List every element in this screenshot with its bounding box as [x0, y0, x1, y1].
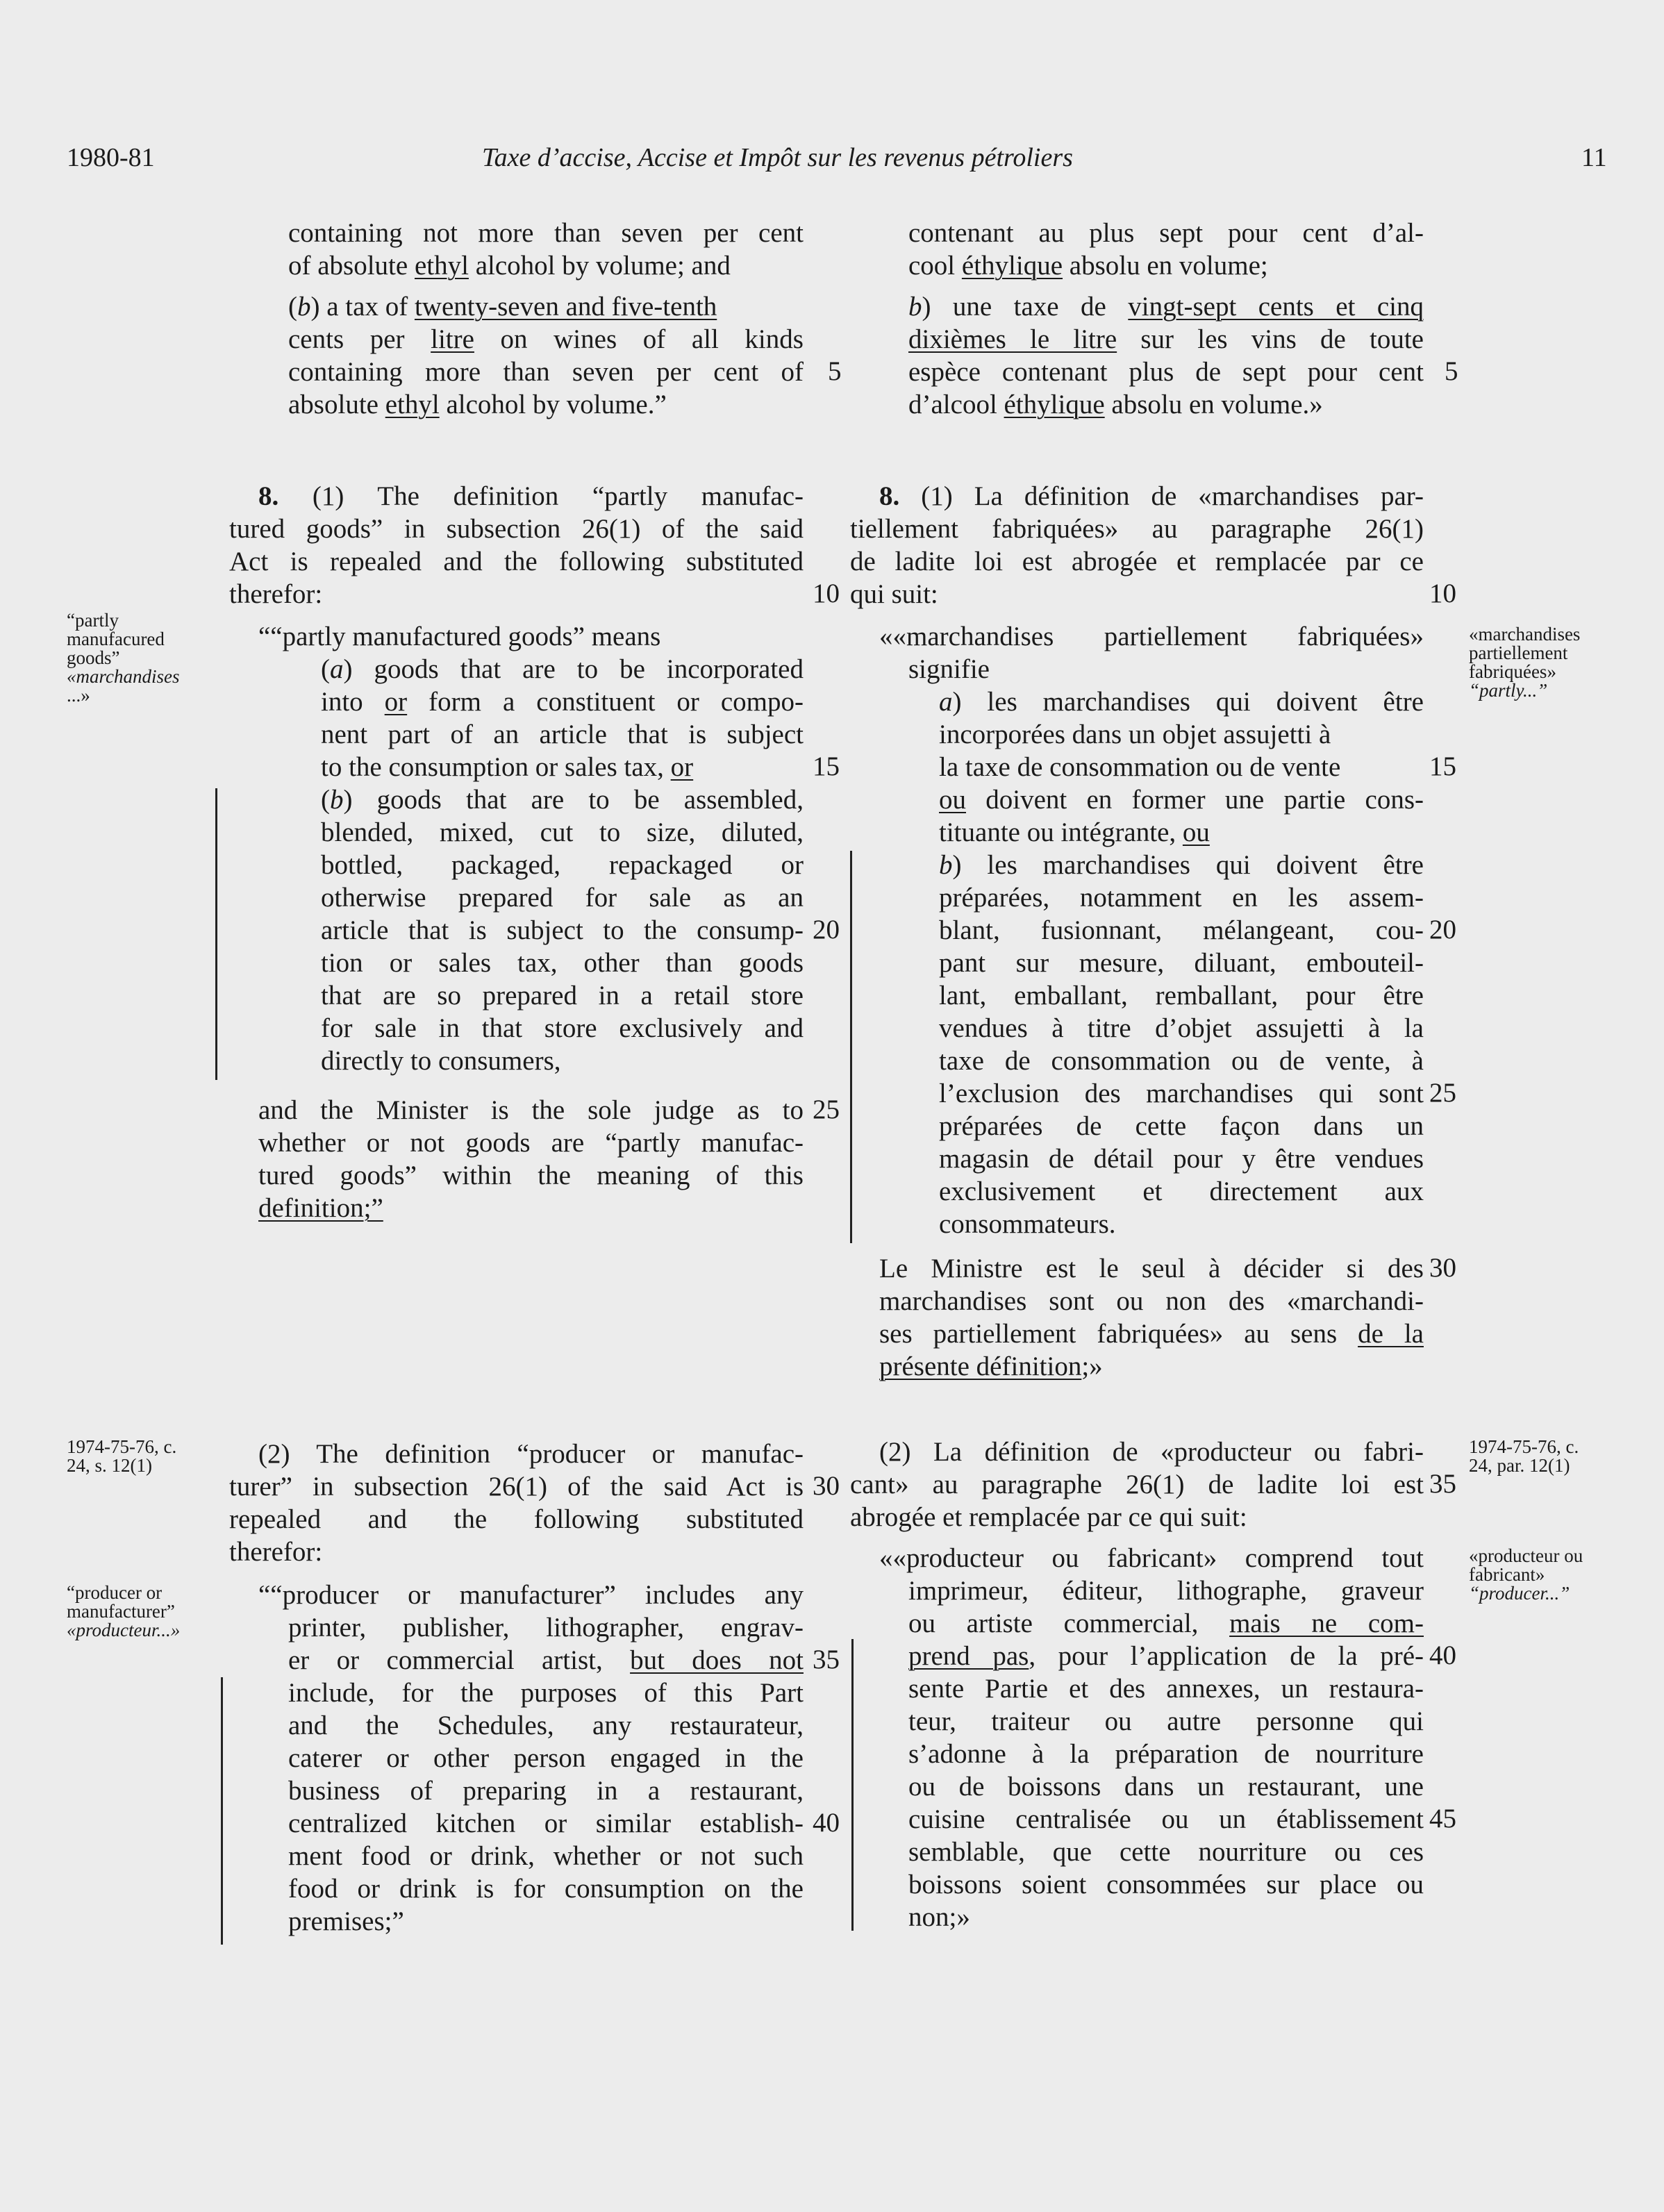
change-bar	[215, 788, 217, 1080]
definition-line: sente Partie et des annexes, un restaura-	[908, 1674, 1424, 1704]
definition-line: ment food or drink, whether or not such	[288, 1841, 804, 1871]
line-number: 45	[1429, 1804, 1456, 1833]
text-line: qui suit:	[850, 579, 938, 609]
line-number: 15	[813, 751, 840, 781]
definition-line: ““producer or manufacturer” includes any	[258, 1580, 804, 1610]
definition-line: b) les marchandises qui doivent être	[939, 850, 1424, 880]
definition-line: (a) goods that are to be incorporated	[321, 654, 804, 684]
definition-line: nent part of an article that is subject	[321, 720, 804, 749]
definition-line: er or commercial artist, but does not	[288, 1645, 804, 1675]
definition-line: l’exclusion des marchandises qui sont	[939, 1079, 1424, 1108]
text-line: b) une taxe de vingt-sept cents et cinq	[908, 292, 1424, 322]
definition-line: exclusivement et directement aux	[939, 1176, 1424, 1206]
text-line: (b) a tax of twenty-seven and five-tenth	[288, 292, 717, 322]
definition-line: s’adonne à la préparation de nourriture	[908, 1739, 1424, 1769]
definition-line: boissons soient consommées sur place ou	[908, 1870, 1424, 1899]
text-line: de ladite loi est abrogée et remplacée par ce	[850, 547, 1424, 576]
definition-line: blended, mixed, cut to size, diluted,	[321, 817, 804, 847]
definition-line: printer, publisher, lithographer, engrav-	[288, 1613, 804, 1643]
line-number: 20	[813, 915, 840, 945]
text-line: contenant au plus sept pour cent d’al-	[908, 218, 1424, 248]
definition-line: taxe de consommation ou de vente, à	[939, 1046, 1424, 1076]
definition-line: marchandises sont ou non des «marchandi-	[879, 1286, 1424, 1316]
definition-line: whether or not goods are “partly manufac-	[258, 1128, 804, 1158]
line-number: 20	[1429, 915, 1456, 945]
text-line: abrogée et remplacée par ce qui suit:	[850, 1502, 1247, 1532]
definition-line: ““partly manufactured goods” means	[258, 622, 661, 651]
section-heading: (2) La définition de «producteur ou fabri-	[879, 1437, 1424, 1467]
definition-line: ou artiste commercial, mais ne com-	[908, 1608, 1424, 1638]
definition-line: otherwise prepared for sale as an	[321, 883, 804, 913]
text-line: turer” in subsection 26(1) of the said Act is	[229, 1472, 804, 1502]
change-bar	[221, 1677, 223, 1945]
definition-line: food or drink is for consumption on the	[288, 1874, 804, 1904]
definition-line: article that is subject to the consump-	[321, 915, 804, 945]
margin-citation: 1974-75-76, c. 24, s. 12(1)	[67, 1436, 177, 1476]
change-bar	[850, 851, 852, 1243]
definition-line: non;»	[908, 1902, 970, 1932]
definition-line: signifie	[908, 654, 990, 684]
definition-line: ou de boissons dans un restaurant, une	[908, 1772, 1424, 1802]
definition-line: ««marchandises partiellement fabriquées»	[879, 622, 1424, 651]
definition-line: and the Schedules, any restaurateur,	[288, 1711, 804, 1740]
text-line: therefor:	[229, 1537, 323, 1567]
definition-line: lant, emballant, remballant, pour être	[939, 981, 1424, 1011]
definition-line: magasin de détail pour y être vendues	[939, 1144, 1424, 1174]
definition-line: to the consumption or sales tax, or	[321, 752, 694, 782]
definition-line: imprimeur, éditeur, lithographe, graveur	[908, 1576, 1424, 1606]
definition-line: and the Minister is the sole judge as to	[258, 1095, 804, 1125]
text-line: tured goods” in subsection 26(1) of the said	[229, 514, 804, 544]
definition-line: la taxe de consommation ou de vente	[939, 752, 1341, 782]
header-year: 1980-81	[67, 143, 155, 172]
definition-line: cuisine centralisée ou un établissement	[908, 1804, 1424, 1834]
text-line: d’alcool éthylique absolu en volume.»	[908, 390, 1323, 419]
definition-line: caterer or other person engaged in the	[288, 1743, 804, 1773]
definition-line: include, for the purposes of this Part	[288, 1678, 804, 1708]
definition-line: consommateurs.	[939, 1209, 1116, 1239]
margin-citation: 1974-75-76, c. 24, par. 12(1)	[1469, 1436, 1579, 1476]
definition-line: présente définition;»	[879, 1352, 1103, 1381]
text-line: cant» au paragraphe 26(1) de ladite loi est	[850, 1470, 1424, 1499]
line-number: 35	[1429, 1469, 1456, 1499]
text-line: containing not more than seven per cent	[288, 218, 804, 248]
definition-line: a) les marchandises qui doivent être	[939, 687, 1424, 717]
line-number: 5	[828, 356, 842, 386]
text-line: espèce contenant plus de sept pour cent	[908, 357, 1424, 387]
definition-line: préparées, notamment en les assem-	[939, 883, 1424, 913]
line-number: 25	[813, 1095, 840, 1124]
definition-line: préparées de cette façon dans un	[939, 1111, 1424, 1141]
text-line: of absolute ethyl alcohol by volume; and	[288, 251, 731, 281]
definition-line: bottled, packaged, repackaged or	[321, 850, 804, 880]
definition-line: pant sur mesure, diluant, embouteil-	[939, 948, 1424, 978]
definition-line: (b) goods that are to be assembled,	[321, 785, 804, 815]
text-line: therefor:	[229, 579, 323, 609]
definition-line: that are so prepared in a retail store	[321, 981, 804, 1011]
definition-line: semblable, que cette nourriture ou ces	[908, 1837, 1424, 1867]
text-line: tiellement fabriquées» au paragraphe 26(1)	[850, 514, 1424, 544]
header-page-number: 11	[1581, 143, 1607, 172]
line-number: 35	[813, 1645, 840, 1674]
definition-line: vendues à titre d’objet assujetti à la	[939, 1013, 1424, 1043]
line-number: 5	[1445, 356, 1458, 386]
definition-line: ««producteur ou fabricant» comprend tout	[879, 1543, 1424, 1573]
definition-line: Le Ministre est le seul à décider si des	[879, 1254, 1424, 1283]
definition-line: business of preparing in a restaurant,	[288, 1776, 804, 1806]
change-bar	[851, 1639, 854, 1931]
line-number: 30	[1429, 1253, 1456, 1283]
definition-line: prend pas, pour l’application de la pré-	[908, 1641, 1424, 1671]
text-line: containing more than seven per cent of	[288, 357, 804, 387]
definition-line: blant, fusionnant, mélangeant, cou-	[939, 915, 1424, 945]
definition-line: into or form a constituent or compo-	[321, 687, 804, 717]
definition-line: ses partiellement fabriquées» au sens de la	[879, 1319, 1424, 1349]
definition-line: definition;”	[258, 1193, 383, 1223]
line-number: 30	[813, 1471, 840, 1501]
line-number: 15	[1429, 751, 1456, 781]
definition-line: tion or sales tax, other than goods	[321, 948, 804, 978]
text-line: Act is repealed and the following substituted	[229, 547, 804, 576]
definition-line: tured goods” within the meaning of this	[258, 1161, 804, 1190]
margin-note: «marchandises partiellement fabriquées» “partly...”	[1469, 624, 1581, 701]
text-line: absolute ethyl alcohol by volume.”	[288, 390, 667, 419]
definition-line: ou doivent en former une partie cons-	[939, 785, 1424, 815]
definition-line: incorporées dans un objet assujetti à	[939, 720, 1331, 749]
line-number: 10	[1429, 579, 1456, 608]
section-heading: (2) The definition “producer or manufac-	[258, 1439, 804, 1469]
line-number: 40	[813, 1808, 840, 1838]
margin-note: “producer or manufacturer” «producteur...»	[67, 1582, 181, 1640]
margin-note: «producteur ou fabricant» “producer...”	[1469, 1545, 1583, 1604]
text-line: dixièmes le litre sur les vins de toute	[908, 324, 1424, 354]
line-number: 40	[1429, 1640, 1456, 1670]
line-number: 10	[813, 579, 840, 608]
definition-line: tituante ou intégrante, ou	[939, 817, 1210, 847]
text-line: cents per litre on wines of all kinds	[288, 324, 804, 354]
line-number: 25	[1429, 1078, 1456, 1108]
definition-line: teur, traiteur ou autre personne qui	[908, 1706, 1424, 1736]
definition-line: premises;”	[288, 1906, 404, 1936]
definition-line: directly to consumers,	[321, 1046, 561, 1076]
margin-note: “partly manufacured goods” «marchandises ...»	[67, 610, 180, 706]
text-line: cool éthylique absolu en volume;	[908, 251, 1268, 281]
header-title: Taxe d’accise, Accise et Impôt sur les revenus pétroliers	[482, 143, 1073, 172]
section-heading: 8. (1) La définition de «marchandises par-	[879, 481, 1424, 511]
section-heading: 8. (1) The definition “partly manufac-	[258, 481, 804, 511]
text-line: repealed and the following substituted	[229, 1504, 804, 1534]
definition-line: for sale in that store exclusively and	[321, 1013, 804, 1043]
definition-line: centralized kitchen or similar establish-	[288, 1808, 804, 1838]
